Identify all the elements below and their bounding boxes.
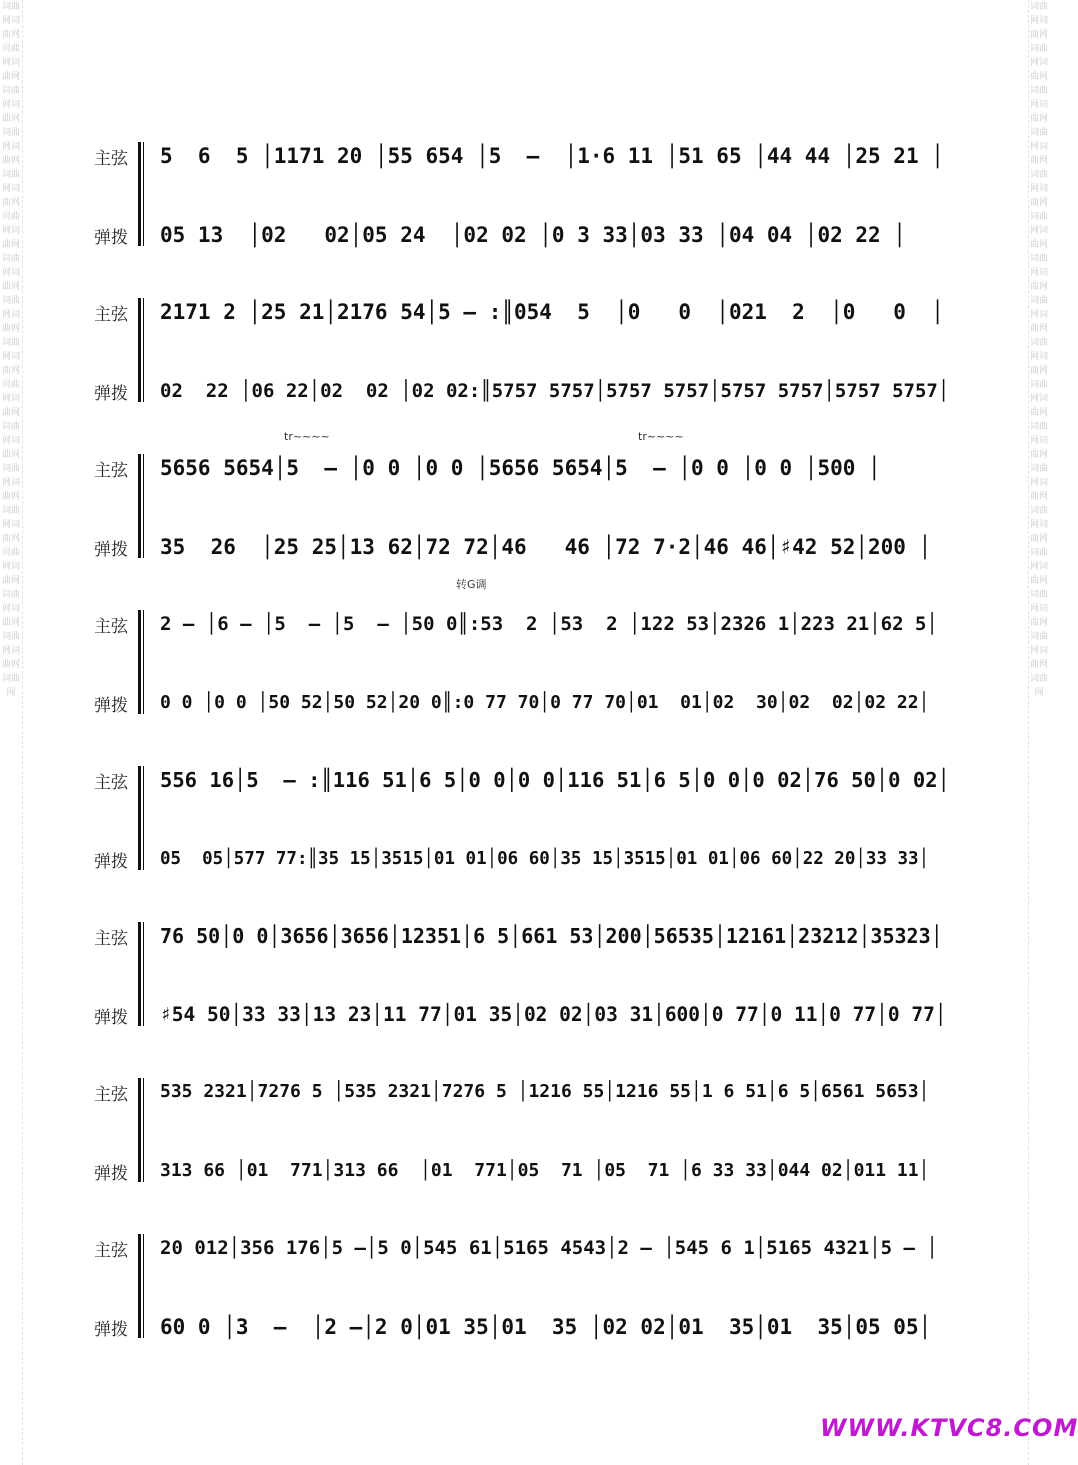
upper-part-label: 主弦 — [94, 929, 128, 949]
lower-staff: 05 05│577 77:║35 15│3515│01 01│06 60│35 15│3515│01 01│06 60│22 20│33 33│ — [160, 849, 930, 869]
upper-part-label: 主弦 — [94, 1085, 128, 1105]
trill-mark: tr~~~~ — [638, 430, 684, 443]
system-brace — [138, 1234, 144, 1338]
system-brace — [138, 922, 144, 1026]
upper-staff: 5656 5654│5 – │0 0 │0 0 │5656 5654│5 – │0 0 │0 0 │500 │ — [160, 456, 881, 480]
system-brace — [138, 142, 144, 246]
upper-staff: 20 012│356 176│5 –│5 0│545 61│5165 4543│2 – │545 6 1│5165 4321│5 – │ — [160, 1237, 938, 1259]
upper-part-label: 主弦 — [94, 149, 128, 169]
side-watermark-right: 词曲网词曲网词曲网词曲网词曲网词曲网词曲网词曲网词曲网词曲网词曲网词曲网词曲网词曲网词曲网词曲网词曲网词曲网词曲网词曲网词曲网词曲网词曲网词曲网词曲网词曲网词曲网词曲网词曲网词曲网词曲网词曲网词曲网 — [1030, 2, 1049, 698]
upper-part-label: 主弦 — [94, 305, 128, 325]
system-8 — [0, 1212, 1050, 1352]
lower-staff: 02 22 │06 22│02 02 │02 02:║5757 5757│5757 5757│5757 5757│5757 5757│ — [160, 380, 950, 402]
lower-staff: 60 0 │3 – │2 –│2 0│01 35│01 35 │02 02│01 35│01 35│05 05│ — [160, 1315, 932, 1339]
upper-part-label: 主弦 — [94, 773, 128, 793]
system-2 — [0, 276, 1050, 416]
lower-staff: 313 66 │01 771│313 66 │01 771│05 71 │05 71 │6 33 33│044 02│011 11│ — [160, 1160, 930, 1181]
lower-part-label: 弹拨 — [94, 1320, 128, 1340]
lower-part-label: 弹拨 — [94, 540, 128, 560]
lower-staff: 35 26 │25 25│13 62│72 72│46 46 │72 7·2│46 46│♯42 52│200 │ — [160, 535, 932, 559]
system-brace — [138, 298, 144, 402]
trill-mark: tr~~~~ — [284, 430, 330, 443]
system-brace — [138, 766, 144, 870]
system-7 — [0, 1056, 1050, 1196]
side-watermark-left: 词曲网词曲网词曲网词曲网词曲网词曲网词曲网词曲网词曲网词曲网词曲网词曲网词曲网词曲网词曲网词曲网词曲网词曲网词曲网词曲网词曲网词曲网词曲网词曲网词曲网词曲网词曲网词曲网词曲网词曲网词曲网词曲网词曲网 — [2, 2, 21, 698]
system-brace — [138, 454, 144, 558]
upper-staff: 535 2321│7276 5 │535 2321│7276 5 │1216 55│1216 55│1 6 51│6 5│6561 5653│ — [160, 1081, 930, 1102]
system-3 — [0, 432, 1050, 572]
system-brace — [138, 610, 144, 714]
lower-part-label: 弹拨 — [94, 852, 128, 872]
upper-staff: 5 6 5 │1171 20 │55 654 │5 – │1·6 11 │51 65 │44 44 │25 21 │ — [160, 144, 944, 168]
lower-part-label: 弹拨 — [94, 1164, 128, 1184]
lower-part-label: 弹拨 — [94, 384, 128, 404]
lower-staff: 0 0 │0 0 │50 52│50 52│20 0║:0 77 70│0 77 70│01 01│02 30│02 02│02 22│ — [160, 692, 930, 713]
upper-staff: 2 – │6 – │5 – │5 – │50 0║:53 2 │53 2 │122 53│2326 1│223 21│62 5│ — [160, 613, 938, 635]
upper-staff: 76 50│0 0│3656│3656│12351│6 5│661 53│200│56535│12161│23212│35323│ — [160, 924, 943, 948]
site-logo: WWW.KTVC8.COM — [820, 1414, 1078, 1442]
lower-staff: 05 13 │02 02│05 24 │02 02 │0 3 33│03 33 │04 04 │02 22 │ — [160, 223, 906, 247]
system-6 — [0, 900, 1050, 1040]
lower-part-label: 弹拨 — [94, 1008, 128, 1028]
system-1 — [0, 120, 1050, 260]
upper-part-label: 主弦 — [94, 617, 128, 637]
upper-staff: 2171 2 │25 21│2176 54│5 – :║054 5 │0 0 │021 2 │0 0 │ — [160, 300, 944, 324]
system-5 — [0, 744, 1050, 884]
lower-staff: ♯54 50│33 33│13 23│11 77│01 35│02 02│03 31│600│0 77│0 11│0 77│0 77│ — [160, 1003, 947, 1026]
lower-part-label: 弹拨 — [94, 228, 128, 248]
upper-part-label: 主弦 — [94, 461, 128, 481]
upper-staff: 556 16│5 – :║116 51│6 5│0 0│0 0│116 51│6 5│0 0│0 02│76 50│0 02│ — [160, 768, 950, 792]
key-change-label: 转G调 — [456, 578, 487, 591]
lower-part-label: 弹拨 — [94, 696, 128, 716]
system-4 — [0, 588, 1050, 728]
system-brace — [138, 1078, 144, 1182]
upper-part-label: 主弦 — [94, 1241, 128, 1261]
